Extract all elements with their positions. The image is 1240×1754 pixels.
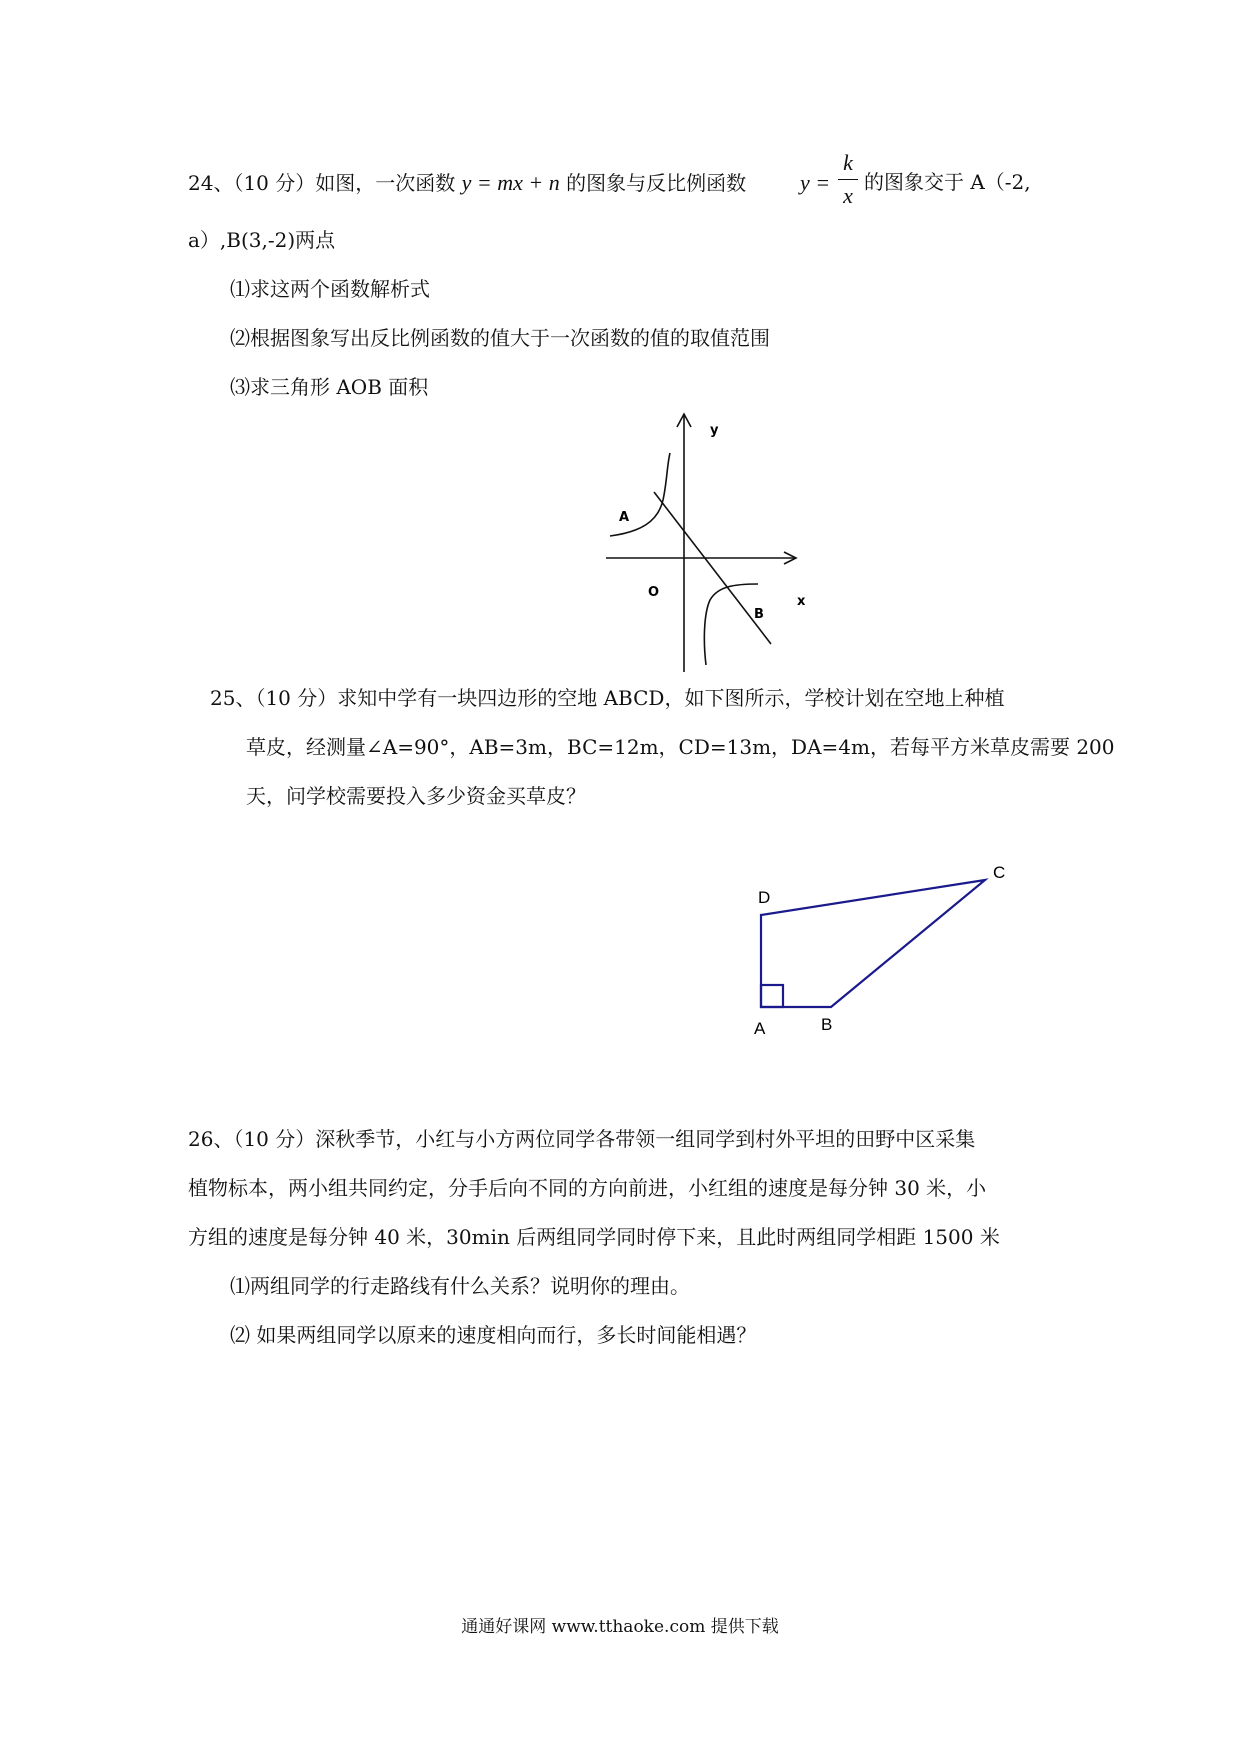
q24-sub3: ⑶求三角形 AOB 面积 xyxy=(230,375,429,399)
q24-text-part3: 的图象交于 A（-2, xyxy=(864,170,1031,194)
q24-y-axis-arrow xyxy=(677,414,691,427)
q24-hyperbola-lower-right xyxy=(704,584,758,665)
q25-line2: 草皮，经测量∠A=90°，AB=3m，BC=12m，CD=13m，DA=4m，若每平方米草皮需要 200 xyxy=(246,735,1115,759)
q24-linear-equation: y = mx + n xyxy=(461,170,560,195)
q24-x-axis-arrow xyxy=(784,552,796,564)
q26-sub1: ⑴两组同学的行走路线有什么关系？说明你的理由。 xyxy=(230,1274,690,1298)
q24-fraction-bar xyxy=(838,179,858,180)
q26-sub2: ⑵ 如果两组同学以原来的速度相向而行，多长时间能相遇？ xyxy=(230,1323,757,1347)
q24-fraction-denominator: x xyxy=(843,183,853,208)
q25-quadrilateral-abcd xyxy=(761,880,985,1007)
q25-figure-label-a: A xyxy=(754,1019,766,1038)
q24-hyperbola-upper-left xyxy=(610,453,670,536)
q24-graph-label-y: y xyxy=(710,423,719,438)
q24-text-part2: 的图象与反比例函数 xyxy=(566,171,747,195)
q24-fraction-numerator: k xyxy=(843,150,853,175)
q24-line2: a）,B(3,-2)两点 xyxy=(188,228,336,252)
q24-inverse-lhs: y = xyxy=(800,170,831,195)
q25-figure-label-d: D xyxy=(758,888,771,907)
page-footer: 通通好课网 www.tthaoke.com 提供下载 xyxy=(461,1617,779,1637)
q26-line3: 方组的速度是每分钟 40 米，30min 后两组同学同时停下来，且此时两组同学相距 1500 米 xyxy=(188,1225,1000,1249)
q26-line1: 26、（10 分）深秋季节，小红与小方两位同学各带领一组同学到村外平坦的田野中区采集 xyxy=(188,1127,976,1151)
q24-graph-label-o: O xyxy=(648,585,660,600)
q24-text-part1: 24、（10 分）如图，一次函数 xyxy=(188,171,456,195)
q26-line2: 植物标本，两小组共同约定，分手后向不同的方向前进，小红组的速度是每分钟 30 米，小 xyxy=(188,1176,987,1200)
q25-right-angle-mark xyxy=(761,985,783,1007)
q25-figure-label-b: B xyxy=(821,1015,833,1034)
q24-linear-line xyxy=(654,492,771,644)
q24-sub1: ⑴求这两个函数解析式 xyxy=(230,277,430,301)
q24-graph-label-a: A xyxy=(619,510,630,525)
q25-line3: 天，问学校需要投入多少资金买草皮？ xyxy=(246,784,586,808)
q24-sub2: ⑵根据图象写出反比例函数的值大于一次函数的值的取值范围 xyxy=(230,326,770,350)
q24-inverse-fraction xyxy=(838,150,858,209)
q25-figure-label-c: C xyxy=(993,863,1006,882)
q24-graph-label-b: B xyxy=(754,607,764,622)
q24-graph-label-x: x xyxy=(797,594,806,609)
q24-line1 xyxy=(188,172,746,194)
q25-line1: 25、（10 分）求知中学有一块四边形的空地 ABCD，如下图所示，学校计划在空地上种植 xyxy=(210,686,1005,710)
